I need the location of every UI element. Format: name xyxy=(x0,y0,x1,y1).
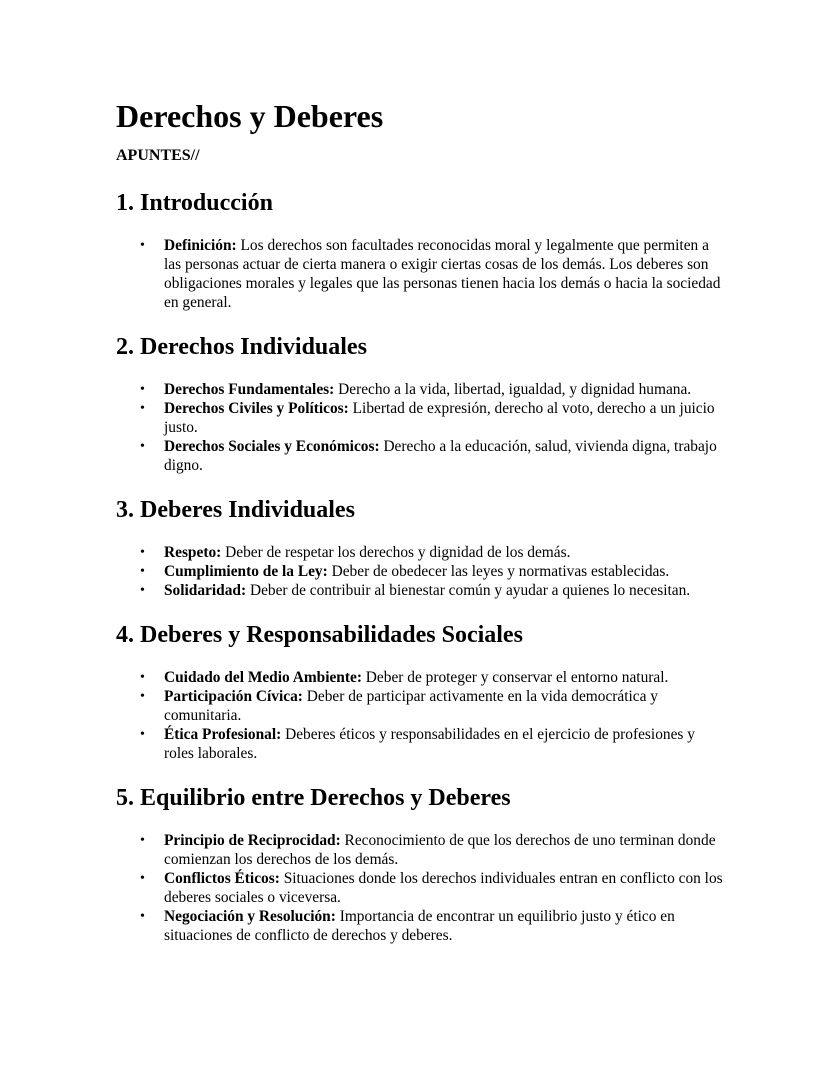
item-text: Situaciones donde los derechos individuales entran en conflicto con los deberes sociales o viceversa. xyxy=(164,870,723,906)
bullet-icon: • xyxy=(140,833,145,848)
item-text: Deber de participar activamente en la vida democrática y comunitaria. xyxy=(164,688,659,724)
bullet-icon: • xyxy=(140,670,145,685)
bullet-icon: • xyxy=(140,871,145,886)
bullet-icon: • xyxy=(140,583,145,598)
item-term: Negociación y Resolución: xyxy=(164,908,336,925)
list-item xyxy=(116,725,728,763)
bullet-list xyxy=(116,236,728,312)
bullet-icon: • xyxy=(140,727,145,742)
bullet-list xyxy=(116,380,728,475)
list-item xyxy=(116,869,728,907)
item-text: Reconocimiento de que los derechos de uno terminan donde comienzan los derechos de los demás. xyxy=(164,832,716,868)
item-text: Deberes éticos y responsabilidades en el ejercicio de profesiones y roles laborales. xyxy=(164,726,695,762)
item-text: Deber de respetar los derechos y dignidad de los demás. xyxy=(221,544,571,561)
item-term: Derechos Fundamentales: xyxy=(164,381,335,398)
section-heading: 1. Introducción xyxy=(116,190,273,216)
document-title: Derechos y Deberes xyxy=(116,98,384,134)
item-term: Derechos Civiles y Políticos: xyxy=(164,400,349,417)
item-term: Respeto: xyxy=(164,544,222,561)
section-2 xyxy=(116,332,728,475)
item-term: Definición: xyxy=(164,237,237,254)
list-item xyxy=(116,562,728,581)
item-text: Deber de proteger y conservar el entorno natural. xyxy=(361,669,669,686)
item-text: Libertad de expresión, derecho al voto, derecho a un juicio justo. xyxy=(164,400,715,436)
item-term: Cuidado del Medio Ambiente: xyxy=(164,669,362,686)
list-item xyxy=(116,907,728,945)
list-item xyxy=(116,543,728,562)
item-term: Conflictos Éticos: xyxy=(164,870,280,887)
item-text: Derecho a la vida, libertad, igualdad, y dignidad humana. xyxy=(334,381,692,398)
section-5 xyxy=(116,783,728,945)
list-item xyxy=(116,687,728,725)
sections-container xyxy=(116,188,728,945)
item-text: Deber de obedecer las leyes y normativas establecidas. xyxy=(327,563,670,580)
bullet-icon: • xyxy=(140,382,145,397)
document-subtitle: APUNTES// xyxy=(116,147,200,164)
bullet-icon: • xyxy=(140,909,145,924)
item-term: Ética Profesional: xyxy=(164,726,282,743)
section-heading: 2. Derechos Individuales xyxy=(116,334,367,360)
section-heading: 3. Deberes Individuales xyxy=(116,497,355,523)
bullet-icon: • xyxy=(140,564,145,579)
item-term: Principio de Reciprocidad: xyxy=(164,832,341,849)
bullet-icon: • xyxy=(140,689,145,704)
bullet-icon: • xyxy=(140,439,145,454)
bullet-icon: • xyxy=(140,401,145,416)
item-term: Cumplimiento de la Ley: xyxy=(164,563,328,580)
item-text: Deber de contribuir al bienestar común y ayudar a quienes lo necesitan. xyxy=(246,582,691,599)
list-item xyxy=(116,236,728,312)
section-heading: 5. Equilibrio entre Derechos y Deberes xyxy=(116,785,511,811)
list-item xyxy=(116,437,728,475)
bullet-list xyxy=(116,668,728,763)
item-term: Solidaridad: xyxy=(164,582,247,599)
bullet-icon: • xyxy=(140,238,145,253)
bullet-icon: • xyxy=(140,545,145,560)
section-4 xyxy=(116,620,728,763)
item-text: Importancia de encontrar un equilibrio justo y ético en situaciones de conflicto de derechos y deberes. xyxy=(164,908,675,944)
item-text: Los derechos son facultades reconocidas moral y legalmente que permiten a las personas actuar de cierta manera o exigir ciertas cosas de los demás. Los deberes son obligaciones morales y legales que las personas tienen hacia los demás o hacia la sociedad en general. xyxy=(164,237,721,311)
list-item xyxy=(116,831,728,869)
bullet-list xyxy=(116,831,728,945)
section-3 xyxy=(116,495,728,600)
list-item xyxy=(116,399,728,437)
list-item xyxy=(116,668,728,687)
bullet-list xyxy=(116,543,728,600)
section-heading: 4. Deberes y Responsabilidades Sociales xyxy=(116,622,523,648)
item-text: Derecho a la educación, salud, vivienda digna, trabajo digno. xyxy=(164,438,717,474)
item-term: Derechos Sociales y Económicos: xyxy=(164,438,380,455)
list-item xyxy=(116,581,728,600)
list-item xyxy=(116,380,728,399)
item-term: Participación Cívica: xyxy=(164,688,303,705)
section-1 xyxy=(116,188,728,312)
